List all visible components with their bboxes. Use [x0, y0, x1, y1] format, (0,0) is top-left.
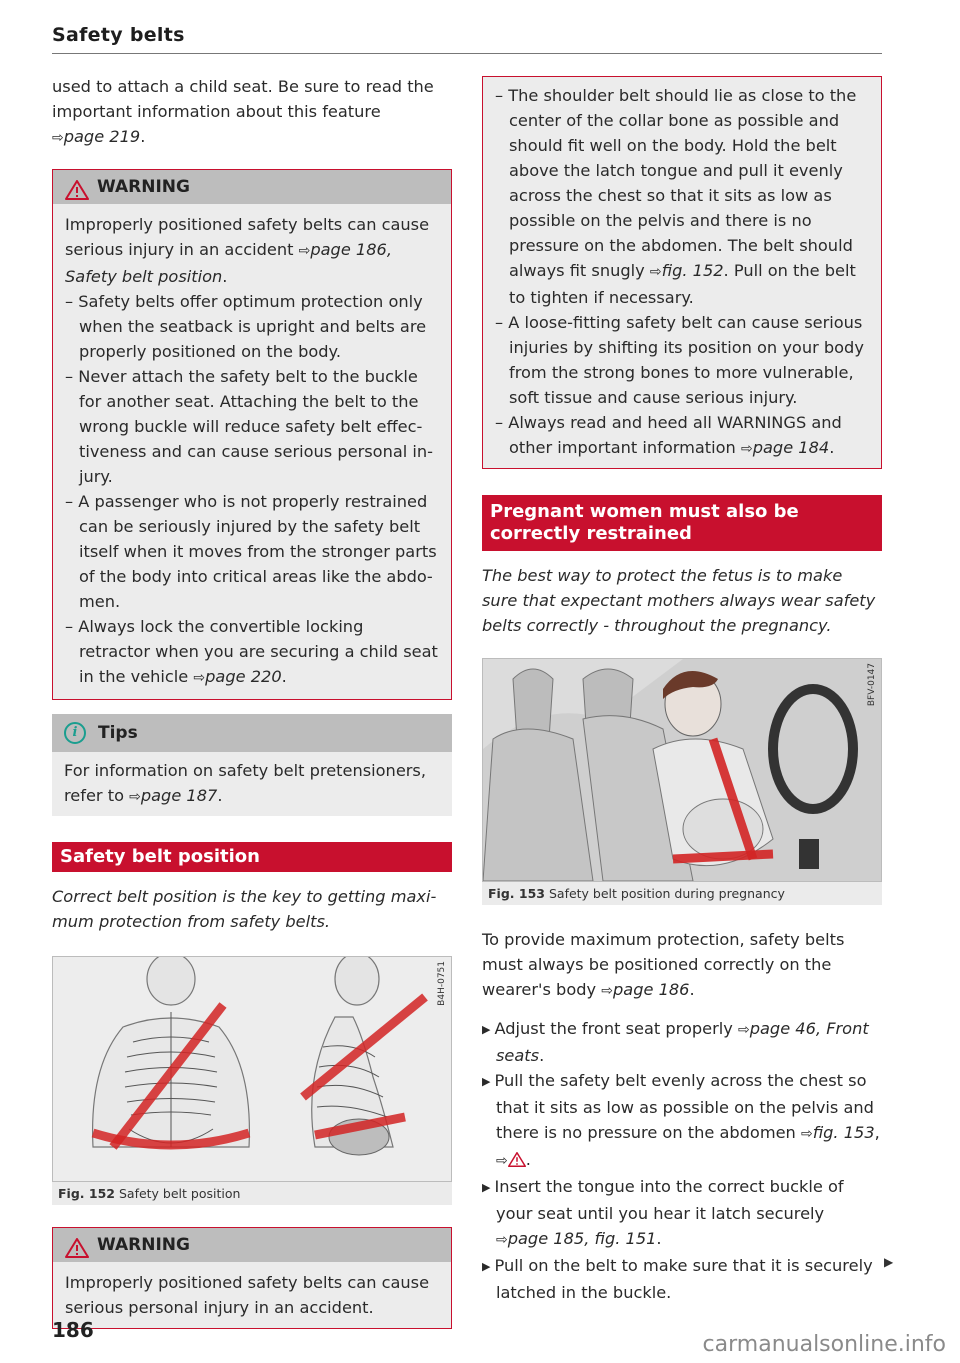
page-number: 186: [52, 1318, 94, 1342]
figure-code: BFV-0147: [867, 663, 877, 707]
right-column: [482, 76, 882, 1305]
figure-reference[interactable]: ⇨fig. 152: [649, 261, 724, 280]
body-paragraph: To provide maximum protection, safety belts must always be positioned correctly on the wearer's body ⇨page 186.: [482, 930, 845, 999]
warning-header: WARNING: [53, 170, 451, 204]
arrow-right-icon: ⇨: [601, 983, 613, 999]
figure-reference[interactable]: ⇨fig. 153: [800, 1123, 875, 1142]
arrow-right-icon: ⇨: [496, 1232, 508, 1248]
triangle-bullet-icon: ▶: [482, 1023, 491, 1036]
section-heading: Pregnant women must also be correctly restrained: [482, 495, 882, 551]
list-item: ▶ Insert the tongue into the correct buckle of your seat until you hear it latch securely ⇨page 185, fig. 151.: [482, 1177, 844, 1248]
page-reference[interactable]: ⇨page 185, fig. 151: [496, 1229, 657, 1248]
warning-list: [65, 289, 439, 691]
tips-body: For information on safety belt pretensioners, refer to ⇨page 187.: [64, 761, 427, 805]
figure-caption: Fig. 152 Safety belt position: [52, 1182, 452, 1205]
list-item: – Never attach the safety belt to the buckle for another seat. Attaching the belt to the wrong buckle will reduce safety belt effectiveness and can cause serious personal injury.: [65, 367, 433, 486]
left-column: [52, 74, 452, 1329]
warning-box: [52, 1227, 452, 1329]
arrow-right-icon: ⇨: [298, 243, 311, 259]
page-reference[interactable]: ⇨page 187: [129, 786, 218, 805]
list-item: ▶ Pull on the belt to make sure that it is securely latched in the buckle.: [482, 1256, 873, 1302]
warning-header: WARNING: [53, 1228, 451, 1262]
info-circle-icon: i: [64, 722, 86, 744]
warning-triangle-icon: [508, 1152, 526, 1167]
arrow-right-icon: ⇨: [193, 670, 206, 686]
list-item: – Always lock the convertible locking retractor when you are securing a child seat in the vehicle ⇨page 220.: [65, 617, 438, 686]
arrow-right-icon: ⇨: [649, 264, 662, 280]
triangle-bullet-icon: ▶: [482, 1260, 491, 1273]
arrow-right-icon: ⇨: [129, 789, 141, 805]
pregnant-driver-illustration: [483, 659, 881, 881]
warning-reference[interactable]: [496, 1150, 526, 1169]
intro-paragraph: used to attach a child seat. Be sure to read the important information about this feature ⇨page 219.: [52, 77, 434, 146]
arrow-right-icon: ⇨: [52, 130, 64, 146]
warning-body: [483, 77, 881, 468]
arrow-right-icon: ⇨: [740, 441, 753, 457]
page-reference[interactable]: ⇨page 186: [601, 980, 690, 999]
step-list: [482, 1016, 882, 1305]
triangle-bullet-icon: ▶: [482, 1181, 491, 1194]
figure-152: [52, 956, 452, 1182]
warning-body: Improperly positioned safety belts can cause serious personal injury in an accident.: [65, 1273, 430, 1317]
page-reference[interactable]: ⇨page 219: [52, 127, 141, 146]
warning-box-continued: [482, 76, 882, 469]
list-item: ▶ Pull the safety belt evenly across the chest so that it sits as low as possible on the pelvis and there is no pressure on the abdomen ⇨fig. 153, ⇨ .: [482, 1071, 880, 1169]
tips-header: i Tips: [52, 714, 452, 752]
warning-triangle-icon: [65, 180, 89, 200]
arrow-right-icon: ⇨: [800, 1126, 813, 1142]
warning-triangle-icon: [65, 1238, 89, 1258]
figure-caption: Fig. 153 Safety belt position during pregnancy: [482, 882, 882, 905]
list-item: – The shoulder belt should lie as close to the center of the collar bone as possible and should fit well on the body. Hold the belt above the latch tongue and pull it evenly across the chest so that it sits as low as possible on the pelvis and there is no pressure on the abdomen. The belt should always fit snugly ⇨fig. 152. Pull on the belt to tighten if necessary.: [495, 86, 857, 307]
list-item: – A loose-fitting safety belt can cause serious injuries by shifting its position on your body from the strong bones to more vulnerable, soft tissue and cause serious injury.: [495, 313, 864, 407]
list-item: – A passenger who is not properly restrained can be seriously injured by the safety belt itself when it moves from the stronger parts of the body into critical areas like the abdomen.: [65, 492, 437, 611]
skeleton-illustration: [53, 957, 451, 1181]
warning-list: [495, 83, 869, 462]
page-title: Safety belts: [52, 24, 185, 46]
figure-code: B4H-0751: [437, 961, 447, 1006]
tips-box: [52, 714, 452, 816]
continue-arrow-icon: ▶: [884, 1255, 894, 1269]
figure-153: [482, 658, 882, 882]
page-reference[interactable]: ⇨page 186, Safety belt position: [65, 240, 392, 286]
warning-intro: Improperly positioned safety belts can cause serious injury in an accident ⇨page 186, Safety belt position.: [65, 215, 430, 286]
list-item: ▶ Adjust the front seat properly ⇨page 46, Front seats.: [482, 1019, 869, 1065]
warning-body: [53, 204, 451, 699]
section-lead: The best way to protect the fetus is to make sure that expectant mothers always wear safety belts correctly - throughout the pregnancy.: [482, 566, 876, 635]
watermark: carmanualsonline.info: [702, 1332, 946, 1357]
page-reference[interactable]: ⇨page 46, Front seats: [496, 1019, 869, 1065]
page-reference[interactable]: ⇨page 184: [740, 438, 830, 457]
section-heading: Safety belt position: [52, 842, 452, 872]
list-item: – Safety belts offer optimum protection only when the seatback is upright and belts are properly positioned on the body.: [65, 292, 427, 361]
list-item: – Always read and heed all WARNINGS and other important information ⇨page 184.: [495, 413, 842, 457]
triangle-bullet-icon: ▶: [482, 1075, 491, 1088]
page-reference[interactable]: ⇨page 220: [193, 667, 282, 686]
warning-box: [52, 169, 452, 700]
arrow-right-icon: ⇨: [496, 1153, 508, 1169]
arrow-right-icon: ⇨: [738, 1022, 750, 1038]
section-lead: Correct belt position is the key to getting maximum protection from safety belts.: [52, 887, 437, 931]
page-header: [52, 24, 882, 54]
